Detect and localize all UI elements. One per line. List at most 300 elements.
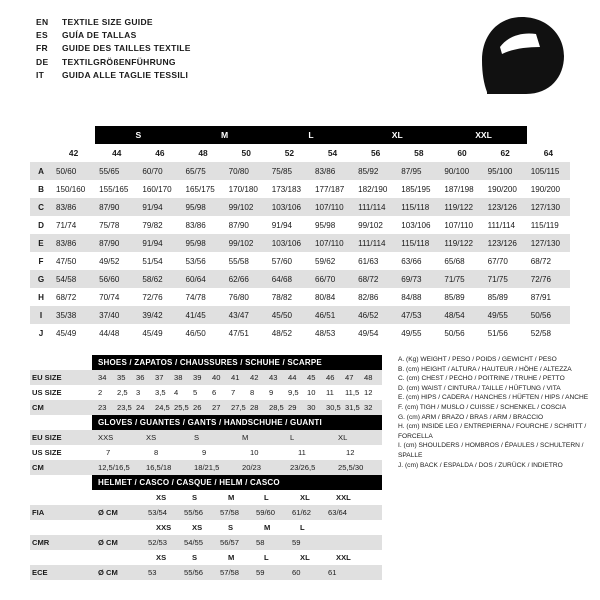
cell-value: 20/23	[242, 463, 262, 472]
measurement-value: 182/190	[358, 184, 388, 194]
measurement-value: 60/64	[185, 274, 206, 284]
helmet-size-value: 56/57	[220, 538, 240, 547]
legend-item: B. (cm) HEIGHT / ALTURA / HAUTEUR / HÖHE / ALTEZZA	[398, 365, 572, 373]
table-row	[30, 270, 570, 288]
cell-value: 9	[269, 388, 274, 397]
measurement-value: 48/52	[271, 328, 293, 338]
cell-value: 7	[231, 388, 236, 397]
language-list	[36, 16, 191, 82]
language-code: DE	[36, 56, 49, 67]
measurement-value: 52/58	[530, 328, 551, 338]
measurement-value: 72/76	[530, 274, 551, 284]
legend-item: D. (cm) WAIST / CINTURA / TAILLE / HÜFTUNG / VITA	[398, 384, 561, 392]
measurement-value: 85/89	[487, 292, 508, 302]
size-number: 60	[457, 148, 467, 158]
helmet-table	[30, 490, 382, 580]
measurement-label: D	[38, 220, 44, 230]
measurement-value: 55/65	[99, 166, 120, 176]
measurement-value: 54/58	[56, 274, 77, 284]
measurement-value: 170/180	[228, 184, 258, 194]
measurement-label: I	[39, 310, 43, 320]
measurement-value: 187/198	[444, 184, 474, 194]
measurement-value: 68/72	[358, 274, 379, 284]
helmet-size-value: 60	[292, 568, 301, 577]
table-row	[30, 490, 382, 505]
table-row	[30, 324, 570, 342]
measurement-label: B	[38, 184, 44, 194]
language-title: GUIDE DES TAILLES TEXTILE	[62, 43, 191, 54]
helmet-unit: Ø CM	[98, 568, 118, 577]
helmet-size-header: M	[264, 523, 271, 532]
cell-value: 35	[117, 373, 126, 382]
list-item	[36, 56, 191, 69]
row-label: CM	[32, 403, 44, 412]
measurement-value: 115/119	[530, 220, 559, 230]
measurement-value: 107/110	[444, 220, 474, 230]
cell-value: 46	[326, 373, 335, 382]
row-label	[30, 520, 95, 535]
measurement-label: E	[38, 238, 44, 248]
cell-value: 2,5	[117, 388, 128, 397]
measurement-value: 150/160	[56, 184, 86, 194]
cell-value: 24	[136, 403, 145, 412]
measurement-value: 46/51	[314, 310, 336, 320]
measurement-value: 49/52	[99, 256, 120, 266]
size-number: 54	[327, 148, 338, 158]
measurement-value: 185/195	[401, 184, 431, 194]
language-title: GUIDA ALLE TAGLIE TESSILI	[62, 69, 189, 80]
cell-value: 10	[307, 388, 316, 397]
row-label: EU SIZE	[32, 373, 62, 382]
cell-value: 30,5	[326, 403, 341, 412]
measurement-value: 99/102	[228, 202, 254, 212]
cell-value: M	[242, 433, 249, 442]
measurement-value: 111/114	[358, 238, 386, 248]
measurement-value: 46/50	[185, 328, 206, 338]
table-row	[30, 430, 382, 445]
legend-item: J. (cm) BACK / ESPALDA / DOS / ZURÜCK / INDIETRO	[398, 461, 563, 469]
measurement-value: 65/75	[185, 166, 206, 176]
measurement-value: 105/115	[530, 166, 560, 176]
helmet-size-header: XL	[300, 553, 310, 562]
row-label: CM	[32, 463, 44, 472]
cell-value: XXS	[98, 433, 114, 442]
table-row	[30, 306, 570, 324]
helmet-size-header: L	[264, 493, 269, 502]
cell-value: 30	[307, 403, 316, 412]
measurement-label: C	[38, 202, 44, 212]
cell-value: 25,5	[174, 403, 189, 412]
row-values	[95, 490, 382, 505]
cell-value: 27,5	[231, 403, 246, 412]
cell-value: 43	[269, 373, 278, 382]
measurement-label: F	[38, 256, 44, 266]
row-values	[95, 445, 382, 460]
measurement-value: 68/72	[530, 256, 551, 266]
row-label: EU SIZE	[32, 433, 62, 442]
measurement-value: 51/54	[142, 256, 163, 266]
measurement-value: 71/75	[444, 274, 465, 284]
legend-item: A. (Kg) WEIGHT / PESO / POIDS / GEWICHT / PESO	[398, 356, 557, 363]
measurement-value: 35/38	[56, 310, 77, 320]
measurement-value: 160/170	[142, 184, 172, 194]
cell-value: 23,5	[117, 403, 132, 412]
measurement-value: 83/86	[56, 238, 77, 248]
measurement-value: 47/53	[401, 310, 422, 320]
language-code: ES	[36, 30, 48, 41]
cell-value: 18/21,5	[194, 463, 220, 472]
measurement-value: 45/50	[271, 310, 293, 320]
table-row	[30, 288, 570, 306]
cell-value: S	[194, 433, 200, 442]
helmet-size-value: 55/56	[184, 568, 204, 577]
measurement-value: 70/74	[99, 292, 120, 302]
cell-value: 34	[98, 373, 107, 382]
measurement-value: 80/84	[314, 292, 336, 302]
measurement-value: 49/55	[487, 310, 508, 320]
measurement-value: 95/98	[185, 238, 206, 248]
cell-value: XL	[338, 433, 348, 442]
cell-value: L	[290, 433, 295, 442]
measurement-value: 123/126	[487, 202, 517, 212]
language-code: FR	[36, 43, 48, 54]
cell-value: 23/26,5	[290, 463, 316, 472]
measurement-value: 45/49	[56, 328, 77, 338]
table-row	[30, 460, 382, 475]
row-label: CMR	[32, 538, 50, 547]
measurement-value: 58/62	[142, 274, 163, 284]
cell-value: 36	[136, 373, 145, 382]
legend-item: E. (cm) HIPS / CADERA / HANCHES / HÜFTEN / HIPS / ANCHE	[398, 394, 589, 402]
legend-item: C. (cm) CHEST / PECHO / POITRINE / TRUHE / PETTO	[398, 375, 565, 383]
measurement-value: 127/130	[530, 238, 560, 248]
measurement-value: 87/90	[99, 202, 120, 212]
measurement-value: 107/110	[314, 202, 344, 212]
measurement-value: 50/56	[530, 310, 551, 320]
row-values	[95, 385, 382, 400]
measurement-value: 83/86	[56, 202, 77, 212]
legend-item: I. (cm) SHOULDERS / HOMBROS / ÉPAULES / SCHULTERN / SPALLE	[398, 442, 584, 459]
measurement-value: 51/56	[487, 328, 508, 338]
measurement-value: 75/85	[271, 166, 293, 176]
helmet-size-value: 52/53	[148, 538, 168, 547]
helmet-size-value: 59/60	[256, 508, 276, 517]
measurement-value: 48/53	[314, 328, 336, 338]
measurement-value: 56/60	[99, 274, 120, 284]
size-number: 56	[371, 148, 381, 158]
row-label	[30, 550, 95, 565]
measurement-value: 79/82	[142, 220, 163, 230]
row-label: US SIZE	[32, 448, 62, 457]
helmet-size-value: 61/62	[292, 508, 312, 517]
table-row	[30, 505, 382, 520]
measurement-value: 84/88	[401, 292, 422, 302]
measurement-value: 47/51	[228, 328, 249, 338]
cell-value: XS	[146, 433, 157, 442]
table-row	[30, 370, 382, 385]
measurement-value: 111/114	[487, 220, 516, 230]
cell-value: 29	[288, 403, 297, 412]
measurement-value: 95/98	[314, 220, 336, 230]
helmet-size-value: 53/54	[148, 508, 168, 517]
table-row	[30, 216, 570, 234]
cell-value: 5	[193, 388, 198, 397]
cell-value: 10	[250, 448, 259, 457]
helmet-section-title: HELMET / CASCO / CASQUE / HELM / CASCO	[92, 475, 382, 490]
table-row	[30, 520, 382, 535]
measurement-value: 83/86	[314, 166, 336, 176]
table-row	[30, 445, 382, 460]
cell-value: 12,5/16,5	[98, 463, 130, 472]
measurement-value: 190/200	[487, 184, 517, 194]
size-band-header: L	[268, 126, 354, 144]
cell-value: 3	[136, 388, 141, 397]
measurement-value: 87/91	[530, 292, 551, 302]
measurement-value: 39/42	[142, 310, 163, 320]
cell-value: 32	[364, 403, 373, 412]
row-label: US SIZE	[32, 388, 62, 397]
helmet-size-header: XS	[192, 523, 203, 532]
measurement-value: 91/94	[271, 220, 293, 230]
cell-value: 3,5	[155, 388, 166, 397]
measurement-value: 41/45	[185, 310, 206, 320]
language-title: GUÍA DE TALLAS	[62, 30, 137, 41]
measurement-value: 37/40	[99, 310, 120, 320]
helmet-size-header: S	[192, 553, 198, 562]
helmet-size-header: XXL	[336, 553, 351, 562]
measurement-value: 70/80	[228, 166, 249, 176]
measurement-value: 87/90	[228, 220, 249, 230]
measurement-value: 53/56	[185, 256, 206, 266]
legend-list	[398, 355, 600, 470]
measurement-value: 49/54	[358, 328, 379, 338]
size-number: 62	[500, 148, 510, 158]
measurement-value: 103/106	[271, 202, 302, 212]
measurement-value: 69/73	[401, 274, 422, 284]
helmet-size-header: S	[228, 523, 234, 532]
table-row	[30, 385, 382, 400]
helmet-size-value: 63/64	[328, 508, 348, 517]
cell-value: 16,5/18	[146, 463, 172, 472]
measurement-value: 62/66	[228, 274, 249, 284]
language-code: EN	[36, 17, 49, 27]
table-row	[30, 162, 570, 180]
cell-value: 2	[98, 388, 103, 397]
measurement-label: J	[38, 328, 44, 338]
list-item	[36, 42, 191, 55]
measurement-value: 75/78	[99, 220, 120, 230]
measurement-value: 47/50	[56, 256, 77, 266]
helmet-size-header: XXL	[336, 493, 351, 502]
measurement-value: 119/122	[444, 238, 474, 248]
helmet-size-value: 57/58	[220, 568, 240, 577]
gloves-table	[30, 430, 382, 475]
measurement-value: 99/102	[228, 238, 254, 248]
size-number: 50	[241, 148, 251, 158]
measurement-value: 95/98	[185, 202, 206, 212]
row-values	[95, 535, 382, 550]
helmet-size-header: XS	[156, 553, 167, 562]
row-values	[95, 430, 382, 445]
measurement-value: 59/62	[314, 256, 336, 266]
size-number: 52	[284, 148, 295, 158]
row-values	[95, 400, 382, 415]
cell-value: 27	[212, 403, 221, 412]
list-item	[36, 69, 191, 82]
size-band-header	[52, 126, 95, 144]
table-row	[30, 144, 570, 162]
cell-value: 28,5	[269, 403, 284, 412]
row-values	[95, 370, 382, 385]
size-band-header: M	[181, 126, 267, 144]
table-row	[30, 550, 382, 565]
size-number: 58	[414, 148, 424, 158]
cell-value: 38	[174, 373, 183, 382]
body-measurements-table	[30, 126, 570, 342]
cell-value: 25,5/30	[338, 463, 364, 472]
cell-value: 37	[155, 373, 164, 382]
cell-value: 6	[212, 388, 217, 397]
helmet-size-header: XS	[156, 493, 167, 502]
row-label: FIA	[32, 508, 45, 517]
helmet-size-value: 54/55	[184, 538, 204, 547]
cell-value: 9,5	[288, 388, 299, 397]
measurement-value: 55/58	[228, 256, 249, 266]
measurement-value: 115/118	[401, 238, 430, 248]
helmet-unit: Ø CM	[98, 538, 118, 547]
size-number: 48	[198, 148, 208, 158]
cell-value: 41	[231, 373, 240, 382]
cell-value: 12	[364, 388, 373, 397]
measurement-value: 57/60	[271, 256, 293, 266]
helmet-size-value: 59	[292, 538, 301, 547]
helmet-size-header: XL	[300, 493, 310, 502]
helmet-size-header: M	[228, 493, 235, 502]
row-label: ECE	[32, 568, 48, 577]
helmet-unit: Ø CM	[98, 508, 118, 517]
helmet-size-value: 61	[328, 568, 337, 577]
measurement-value: 43/47	[228, 310, 249, 320]
measurement-value: 78/82	[271, 292, 293, 302]
measurement-value: 49/55	[401, 328, 422, 338]
table-row	[30, 126, 570, 144]
cell-value: 44	[288, 373, 297, 382]
list-item	[36, 29, 191, 42]
corner-cell	[30, 126, 52, 144]
measurement-value: 190/200	[530, 184, 560, 194]
size-band-header	[527, 126, 570, 144]
cell-value: 48	[364, 373, 373, 382]
measurement-value: 60/70	[142, 166, 163, 176]
sizes-left-column	[30, 355, 382, 580]
helmet-size-header: M	[228, 553, 235, 562]
cell-value: 8	[154, 448, 159, 457]
row-values	[95, 520, 382, 535]
helmet-size-value: 59	[256, 568, 265, 577]
measurement-value: 66/70	[314, 274, 336, 284]
cell-value: 26	[193, 403, 202, 412]
measurement-value: 61/63	[358, 256, 379, 266]
row-label	[30, 490, 95, 505]
measurement-value: 48/54	[444, 310, 465, 320]
measurement-value: 91/94	[142, 238, 163, 248]
measurement-value: 177/187	[314, 184, 345, 194]
cell-value: 12	[346, 448, 355, 457]
measurement-value: 50/56	[444, 328, 465, 338]
cell-value: 45	[307, 373, 316, 382]
corner-cell	[30, 144, 52, 162]
cell-value: 28	[250, 403, 259, 412]
table-row	[30, 400, 382, 415]
measurement-value: 103/106	[401, 220, 431, 230]
measurement-label: G	[37, 274, 45, 284]
measurement-value: 85/92	[358, 166, 379, 176]
legend-item: G. (cm) ARM / BRAZO / BRAS / ARM / BRACCIO	[398, 413, 544, 421]
cell-value: 11,5	[345, 388, 360, 397]
measurement-value: 50/60	[56, 166, 77, 176]
table-row	[30, 252, 570, 270]
table-row	[30, 180, 570, 198]
measurement-value: 87/90	[99, 238, 120, 248]
language-code: IT	[36, 69, 45, 80]
measurement-value: 95/100	[487, 166, 513, 176]
measurement-value: 67/70	[487, 256, 508, 266]
measurement-value: 173/183	[271, 184, 302, 194]
row-values	[95, 565, 382, 580]
row-values	[95, 505, 382, 520]
measurement-value: 107/110	[314, 238, 344, 248]
measurement-value: 68/72	[56, 292, 77, 302]
language-title: TEXTILGRÖßENFÜHRUNG	[62, 56, 176, 67]
size-band-header: S	[95, 126, 181, 144]
measurement-value: 103/106	[271, 238, 302, 248]
measurement-value: 90/100	[444, 166, 470, 176]
measurement-value: 74/78	[185, 292, 206, 302]
table-row	[30, 535, 382, 550]
cell-value: 40	[212, 373, 221, 382]
cell-value: 39	[193, 373, 202, 382]
cell-value: 24,5	[155, 403, 170, 412]
cell-value: 4	[174, 388, 179, 397]
list-item	[36, 16, 191, 29]
row-values	[95, 550, 382, 565]
measurement-value: 91/94	[142, 202, 163, 212]
measurement-value: 46/52	[358, 310, 379, 320]
cell-value: 11	[326, 388, 334, 397]
measurement-value: 85/89	[444, 292, 465, 302]
helmet-size-header: L	[300, 523, 305, 532]
measurement-value: 99/102	[358, 220, 383, 230]
helmet-size-value: 57/58	[220, 508, 240, 517]
cell-value: 7	[106, 448, 111, 457]
cell-value: 23	[98, 403, 107, 412]
measurement-value: 165/175	[185, 184, 215, 194]
shoes-table	[30, 370, 382, 415]
cell-value: 47	[345, 373, 354, 382]
size-band-header: XL	[354, 126, 440, 144]
cell-value: 42	[250, 373, 259, 382]
helmet-size-value: 58	[256, 538, 265, 547]
cell-value: 31,5	[345, 403, 360, 412]
helmet-size-header: S	[192, 493, 198, 502]
helmet-size-header: L	[264, 553, 269, 562]
size-number: 64	[543, 148, 554, 158]
measurement-value: 155/165	[99, 184, 129, 194]
measurement-value: 115/118	[401, 202, 430, 212]
language-title: TEXTILE SIZE GUIDE	[62, 17, 153, 27]
size-number: 46	[155, 148, 165, 158]
legend-item: H. (cm) INSIDE LEG / ENTREPIERNA / FOURCHE / SCHRITT / FORCELLA	[398, 423, 587, 440]
